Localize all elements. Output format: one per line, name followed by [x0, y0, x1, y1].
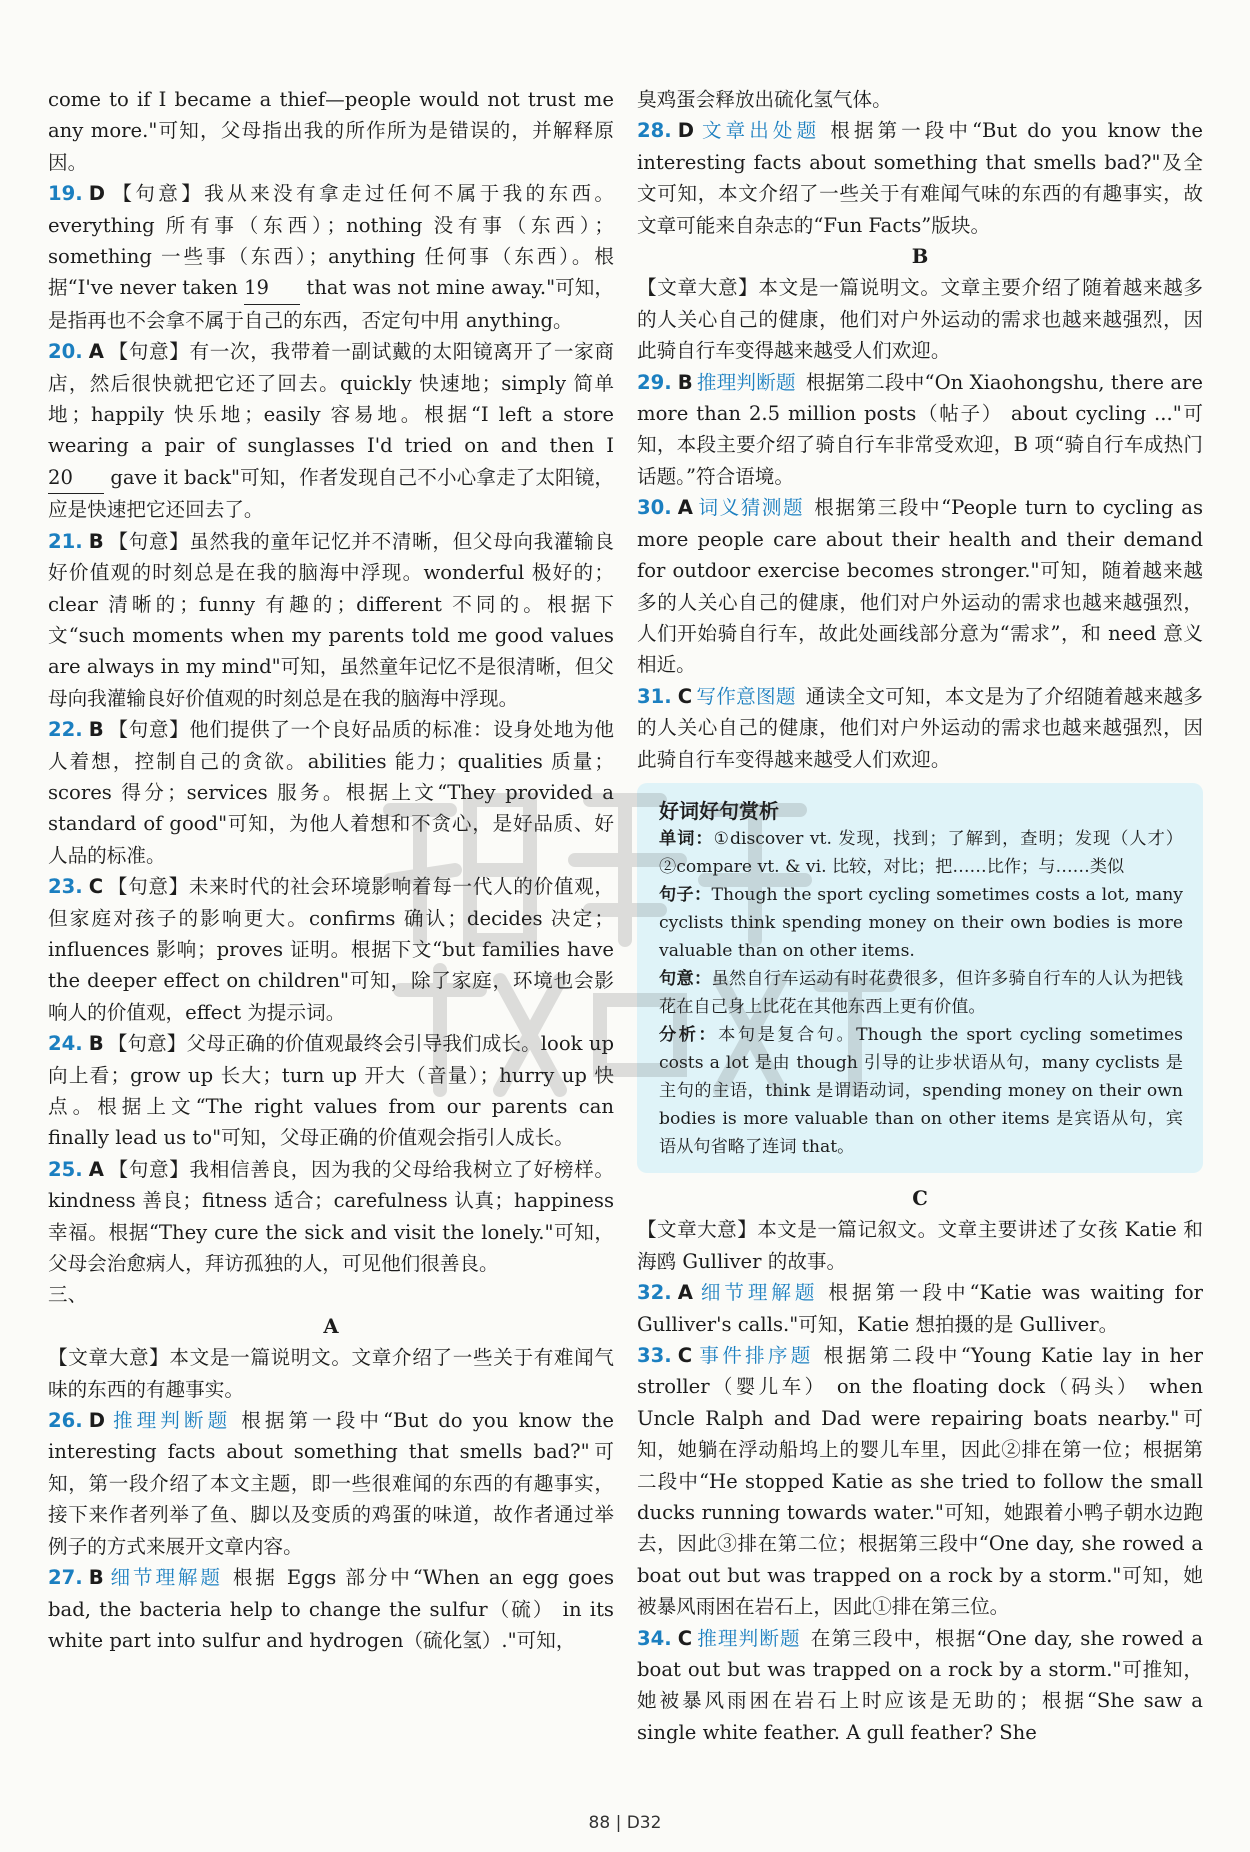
question-type-tag: 写作意图题: [696, 684, 796, 708]
answer-letter: C: [677, 684, 693, 708]
answer-letter: A: [88, 1157, 104, 1181]
answer-letter: D: [88, 182, 105, 206]
blank-number: 20: [48, 462, 104, 494]
paragraph: come to if I became a thief—people would not trust me any more."可知，父母指出我的所作所为是错误的，并解释原因。: [48, 88, 614, 174]
box-line-label: 单词：: [659, 828, 714, 849]
explanation-text: 根据第二段中“Young Katie lay in her stroller（婴儿车） on the floating dock（码头） when Uncle Ralph and Dad were repairing boats nearby."可知，她躺在浮动船坞上的婴儿车里，因此②排在第一位；根据第二段中“He stopped Katie as she tried to follow the small ducks running towards water."可知，她跟着小鸭子朝水边跑去，因此③排在第二位；根据第三段中“One day, she rowed a boat out but was trapped on a rock by a storm."可知，她被暴风雨困在岩石上，因此①排在第三位。: [637, 1343, 1203, 1619]
left-column: [48, 84, 614, 1656]
question-number: 29.: [637, 370, 672, 394]
page-number: 88 | D32: [588, 1813, 662, 1833]
question-number: 22.: [48, 718, 83, 742]
answer-letter: A: [677, 1281, 693, 1305]
explanation-text-cont: that was not mine away."可知，是指再也不会拿不属于自己的东西，否定句中用 anything。: [48, 276, 614, 332]
explanation-text: 根据第一段中“But do you know the interesting facts about something that smells bad?"可知，第一段介绍了本文主题，即一些很难闻的东西的有趣事实，接下来作者列举了鱼、脚以及变质的鸡蛋的味道，故作者通过举例子的方式来展开文章内容。: [48, 1409, 615, 1558]
section-heading: B: [911, 245, 929, 269]
question-type-tag: 事件排序题: [696, 1343, 814, 1367]
question-number: 24.: [48, 1032, 83, 1056]
answer-letter: B: [88, 1566, 104, 1590]
question-type-tag: 词义猜测题: [696, 496, 805, 520]
question-number: 30.: [637, 496, 672, 520]
box-line-text: 本句是复合句。Though the sport cycling sometimes costs a lot 是由 though 引导的让步状语从句，many cyclists 是主句的主语，think 是谓语动词，spending money on their own bodies is more valuable than on other items 是宾语从句，宾语从句省略了连词 that。: [659, 1024, 1183, 1157]
blank-number: 19: [244, 272, 300, 304]
question-type-tag: 细节理解题: [696, 1281, 819, 1305]
explanation-text: 【句意】父母正确的价值观最终会引导我们成长。look up 向上看；grow up 长大；turn up 开大（音量）；hurry up 快点。根据上文“The right values from our parents can finally lead us to"可知，父母正确的价值观会指引人成长。: [48, 1032, 614, 1150]
answer-item: [637, 115, 1203, 241]
explanation-text: 根据 Eggs 部分中“When an egg goes bad, the bacteria help to change the sulfur（硫） in its white part into sulfur and hydrogen（硫化氢）."可知，: [48, 1566, 615, 1652]
box-title: 好词好句赏析: [659, 798, 779, 823]
box-line-text: Though the sport cycling sometimes costs a lot, many cyclists think spending money on their own bodies is more valuable than on other items.: [659, 884, 1183, 961]
question-number: 21.: [48, 529, 83, 553]
answer-item: [637, 1623, 1203, 1749]
question-type-tag: 推理判断题: [696, 1626, 801, 1650]
answer-item: [637, 681, 1203, 775]
question-type-tag: 推理判断题: [108, 1409, 232, 1433]
box-line-text: ①discover vt. 发现，找到；了解到，查明；发现（人才） ②compare vt. & vi. 比较，对比；把……比作；与……类似: [659, 828, 1183, 877]
explanation-text: 通读全文可知，本文是为了介绍随着越来越多的人关心自己的健康，他们对户外运动的需求也越来越强烈，因此骑自行车变得越来越受人们欢迎。: [637, 684, 1204, 771]
answer-item: [48, 871, 614, 1028]
question-type-tag: 推理判断题: [696, 370, 796, 394]
question-number: 34.: [637, 1626, 672, 1650]
paragraph: 【文章大意】本文是一篇说明文。文章介绍了一些关于有难闻气味的东西的有趣事实。: [48, 1346, 614, 1401]
explanation-text: 根据第一段中“But do you know the interesting facts about something that smells bad?"及全文可知，本文介绍了一些关于有难闻气味的东西的有趣事实，故文章可能来自杂志的“Fun Facts”版块。: [637, 119, 1204, 237]
answer-item: [637, 1340, 1203, 1623]
answer-item: [637, 367, 1203, 493]
box-line: [659, 825, 1183, 881]
question-number: 27.: [48, 1566, 83, 1590]
answer-item: [48, 178, 614, 336]
explanation-text: 根据第一段中“Katie was waiting for Gulliver's calls."可知，Katie 想拍摄的是 Gulliver。: [637, 1281, 1204, 1336]
answer-letter: D: [88, 1409, 105, 1433]
question-number: 32.: [637, 1281, 672, 1305]
answer-letter: A: [88, 340, 104, 364]
answer-item: [48, 1562, 614, 1656]
answer-letter: C: [88, 875, 104, 899]
answer-item: [637, 1277, 1203, 1340]
answer-item: [48, 714, 614, 871]
question-type-tag: 细节理解题: [107, 1566, 223, 1590]
answer-item: [48, 336, 614, 525]
question-number: 19.: [48, 182, 83, 206]
answer-letter: C: [677, 1626, 693, 1650]
question-number: 28.: [637, 119, 672, 143]
answer-item: [48, 1154, 614, 1280]
explanation-text: 【句意】未来时代的社会环境影响着每一代人的价值观，但家庭对孩子的影响更大。confirms 确认；decides 决定；influences 影响；proves 证明。根据下文“but families have the deeper effect on children"可知，除了家庭，环境也会影响人的价值观，effect 为提示词。: [48, 875, 614, 1024]
answer-item: [637, 492, 1203, 680]
question-number: 26.: [48, 1409, 83, 1433]
explanation-text: 【句意】我从来没有拿走过任何不属于我的东西。everything 所有事（东西）；nothing 没有事（东西）；something 一些事（东西）；anything 任何事（东西）。根据“I've never taken: [48, 182, 614, 300]
question-number: 33.: [637, 1343, 672, 1367]
box-line-text: 虽然自行车运动有时花费很多，但许多骑自行车的人认为把钱花在自己身上比花在其他东西上更有价值。: [659, 968, 1183, 1017]
answer-item: [48, 526, 614, 714]
explanation-text: 根据第二段中“On Xiaohongshu, there are more than 2.5 million posts（帖子） about cycling ..."可知，本段主要介绍了骑自行车非常受欢迎，B 项“骑自行车成热门话题。”符合语境。: [637, 370, 1204, 488]
question-number: 23.: [48, 875, 83, 899]
question-number: 25.: [48, 1157, 83, 1181]
answer-letter: B: [677, 370, 693, 394]
vocab-analysis-box: [637, 783, 1203, 1173]
explanation-text: 【句意】虽然我的童年记忆并不清晰，但父母向我灌输良好价值观的时刻总是在我的脑海中浮现。wonderful 极好的；clear 清晰的；funny 有趣的；different 不同的。根据下文“such moments when my parents told me good values are always in my mind"可知，虽然童年记忆不是很清晰，但父母向我灌输良好价值观的时刻总是在我的脑海中浮现。: [48, 529, 614, 710]
question-number: 31.: [637, 684, 672, 708]
explanation-text-cont: gave it back"可知，作者发现自己不小心拿走了太阳镜，应是快速把它还回去了。: [48, 465, 614, 522]
explanation-text: 在第三段中，根据“One day, she rowed a boat out but was trapped on a rock by a storm."可推知，她被暴风雨困在岩石上时应该是无助的；根据“She saw a single white feather. A gull feather? She: [637, 1626, 1203, 1744]
answer-letter: C: [677, 1343, 693, 1367]
paragraph: 三、: [48, 1283, 88, 1307]
answer-item: [48, 1028, 614, 1154]
section-heading: C: [912, 1186, 928, 1210]
answer-item: [48, 1405, 614, 1562]
answer-letter: B: [88, 1032, 104, 1056]
box-line-label: 句意：: [659, 968, 712, 989]
explanation-text: 【句意】他们提供了一个良好品质的标准：设身处地为他人着想，控制自己的贪欲。abilities 能力；qualities 质量；scores 得分；services 服务。根据上文“They provided a standard of good"可知，为他人着想和不贪心，是好品质、好人品的标准。: [48, 718, 614, 867]
paragraph: 【文章大意】本文是一篇说明文。文章主要介绍了随着越来越多的人关心自己的健康，他们对户外运动的需求也越来越强烈，因此骑自行车变得越来越受人们欢迎。: [637, 276, 1203, 363]
question-type-tag: 文章出处题: [697, 119, 821, 143]
explanation-text: 【句意】有一次，我带着一副试戴的太阳镜离开了一家商店，然后很快就把它还了回去。quickly 快速地；simply 简单地；happily 快乐地；easily 容易地。根据“I left a store wearing a pair of sunglasses I'd tried on and then I: [48, 340, 614, 458]
answer-letter: A: [677, 496, 693, 520]
box-line-label: 句子：: [659, 884, 712, 905]
section-heading: A: [323, 1314, 339, 1338]
explanation-text: 根据第三段中“People turn to cycling as more people care about their health and their demand for outdoor exercise becomes stronger."可知，随着越来越多的人关心自己的健康，他们对户外运动的需求也越来越强烈，人们开始骑自行车，故此处画线部分意为“需求”，和 need 意义相近。: [637, 496, 1203, 677]
right-column: [637, 84, 1203, 1748]
box-line: [659, 1021, 1183, 1161]
paragraph: 【文章大意】本文是一篇记叙文。文章主要讲述了女孩 Katie 和海鸥 Gulliver 的故事。: [637, 1218, 1203, 1273]
explanation-text: 【句意】我相信善良，因为我的父母给我树立了好榜样。kindness 善良；fitness 适合；carefulness 认真；happiness 幸福。根据“They cure the sick and visit the lonely."可知，父母会治愈病人，拜访孤独的人，可见他们很善良。: [48, 1157, 614, 1276]
answer-letter: D: [677, 119, 694, 143]
question-number: 20.: [48, 340, 83, 364]
box-line: [659, 965, 1183, 1021]
box-line-label: 分析：: [659, 1024, 719, 1045]
paragraph: 臭鸡蛋会释放出硫化氢气体。: [637, 88, 892, 111]
box-line: [659, 881, 1183, 965]
answer-letter: B: [88, 718, 104, 742]
answer-letter: B: [88, 529, 104, 553]
